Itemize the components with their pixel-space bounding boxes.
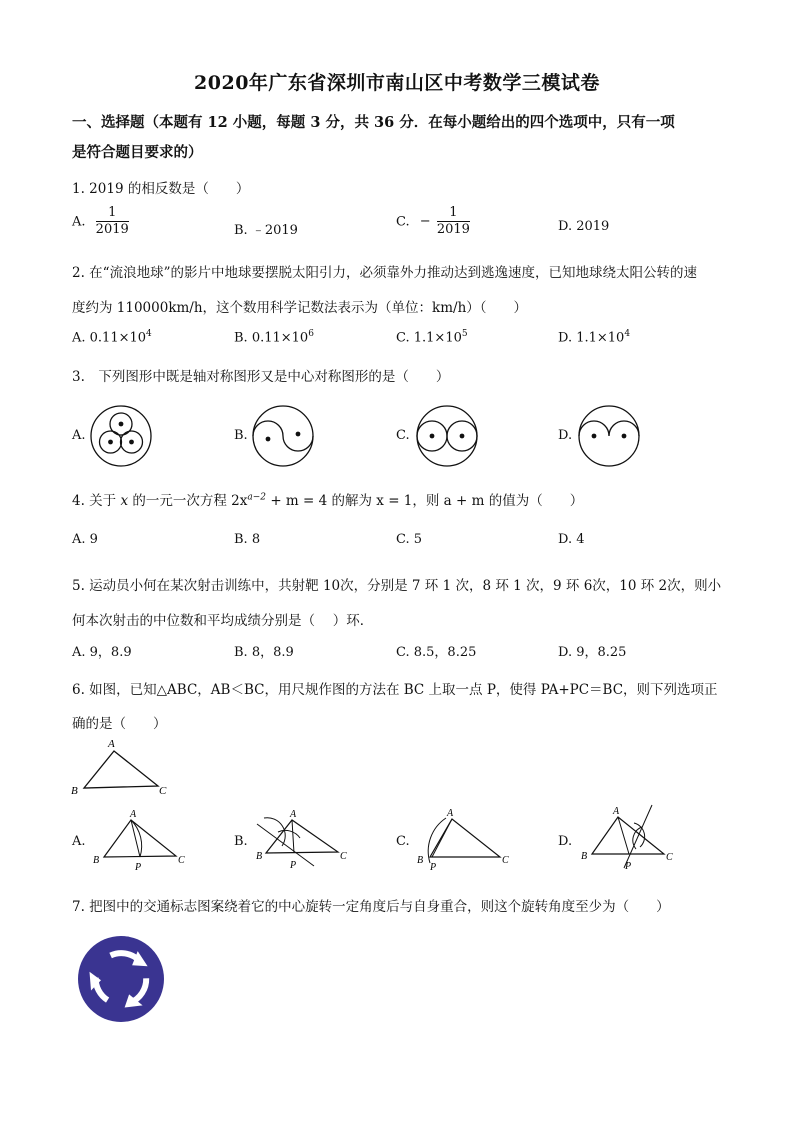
vertex-label-c: C bbox=[159, 785, 167, 797]
vertex-label-a: A bbox=[108, 738, 115, 750]
question-3-option-b-label: B. bbox=[234, 428, 248, 443]
question-5-option-b: B. 8，8.9 bbox=[234, 645, 294, 660]
vertex-label-a: A bbox=[290, 809, 297, 820]
question-2-option-a bbox=[72, 329, 152, 345]
question-6-option-a-label: A. bbox=[72, 834, 86, 849]
point-label-p: P bbox=[625, 861, 632, 872]
fraction-numerator: 1 bbox=[437, 206, 470, 222]
question-6-option-c-label: C. bbox=[396, 834, 410, 849]
vertex-label-b: B bbox=[581, 851, 588, 862]
fraction bbox=[96, 206, 129, 238]
question-4-stem bbox=[72, 489, 583, 509]
vertex-label-c: C bbox=[340, 851, 347, 862]
question-3-stem: 3. 下列图形中既是轴对称图形又是中心对称图形的是（ ） bbox=[72, 369, 450, 385]
option-b-yin-yang-figure bbox=[250, 403, 316, 469]
question-1-option-a bbox=[72, 206, 129, 238]
question-5-line1: 5. 运动员小何在某次射击训练中，共射靶 10次，分别是 7 环 1 次，8 环 1 次，9 环 6次，10 环 2次，则小 bbox=[72, 578, 722, 594]
point-label-p: P bbox=[290, 860, 297, 871]
section-heading-line2: 是符合题目要求的） bbox=[72, 144, 203, 161]
option-a-construction-figure bbox=[90, 806, 194, 872]
fraction-denominator: 2019 bbox=[436, 222, 470, 238]
question-6-line2: 确的是（ ） bbox=[72, 716, 167, 732]
question-1-option-b: B. ﹣2019 bbox=[234, 223, 298, 238]
question-6-option-b-label: B. bbox=[234, 834, 248, 849]
question-1-stem: 1. 2019 的相反数是（ ） bbox=[72, 181, 250, 197]
question-2-option-b bbox=[234, 329, 314, 345]
question-2-option-d bbox=[558, 329, 630, 345]
option-c-two-circles-figure bbox=[414, 403, 480, 469]
option-text: C. 1.1×10 bbox=[396, 330, 462, 346]
question-5-option-a: A. 9，8.9 bbox=[72, 645, 132, 660]
option-text: A. 0.11×10 bbox=[72, 330, 147, 346]
question-5-option-d: D. 9，8.25 bbox=[558, 645, 627, 660]
exponent: 4 bbox=[624, 329, 631, 339]
vertex-label-b: B bbox=[256, 851, 263, 862]
vertex-label-c: C bbox=[666, 852, 673, 863]
question-5-option-c: C. 8.5，8.25 bbox=[396, 645, 477, 660]
stem-part: + m = 4 的解为 x = 1，则 a + m 的值为（ ） bbox=[266, 493, 584, 509]
exponent: 5 bbox=[461, 329, 468, 339]
point-label-p: P bbox=[430, 862, 437, 872]
vertex-label-a: A bbox=[130, 809, 137, 820]
question-4-option-b: B. 8 bbox=[234, 532, 261, 547]
question-5-line2: 何本次射击的中位数和平均成绩分别是（ ）环． bbox=[72, 613, 374, 629]
option-b-construction-figure bbox=[252, 806, 356, 872]
exponent: 4 bbox=[146, 329, 152, 339]
question-1-option-c bbox=[396, 206, 470, 238]
fraction-denominator: 2019 bbox=[95, 222, 129, 238]
question-7-stem: 7. 把图中的交通标志图案绕着它的中心旋转一定角度后与自身重合，则这个旋转角度至少为（ ） bbox=[72, 899, 670, 915]
fraction bbox=[437, 206, 470, 238]
triangle-abc-figure bbox=[66, 734, 176, 800]
option-label: C. bbox=[396, 214, 410, 230]
question-6-option-d-label: D. bbox=[558, 834, 573, 849]
question-3-option-d-label: D. bbox=[558, 428, 573, 443]
vertex-label-a: A bbox=[447, 808, 454, 819]
question-4-option-c: C. 5 bbox=[396, 532, 423, 547]
question-4-option-a: A. 9 bbox=[72, 532, 98, 547]
exponent: 6 bbox=[308, 329, 314, 339]
section-heading-line1: 一、选择题（本题有 12 小题，每题 3 分，共 36 分．在每小题给出的四个选项中，只有一项 bbox=[72, 114, 675, 131]
question-3-option-c-label: C. bbox=[396, 428, 410, 443]
option-label: A. bbox=[72, 214, 86, 230]
option-text: D. 1.1×10 bbox=[558, 330, 625, 346]
question-2-line2: 度约为 110000km/h，这个数用科学记数法表示为（单位：km/h）（ ） bbox=[72, 300, 528, 316]
option-d-arcs-figure bbox=[576, 403, 642, 469]
option-a-circles-figure bbox=[88, 403, 154, 469]
page-title: 2020年广东省深圳市南山区中考数学三模试卷 bbox=[194, 72, 600, 94]
vertex-label-b: B bbox=[93, 855, 100, 866]
vertex-label-b: B bbox=[417, 855, 424, 866]
vertex-label-b: B bbox=[71, 785, 78, 797]
vertex-label-c: C bbox=[502, 855, 509, 866]
roundabout-sign-icon bbox=[76, 934, 166, 1024]
question-2-option-c bbox=[396, 329, 468, 345]
option-d-construction-figure bbox=[578, 803, 682, 873]
question-2-line1: 2. 在“流浪地球”的影片中地球要摆脱太阳引力，必须靠外力推动达到逃逸速度，已知地球绕太阳公转的速 bbox=[72, 265, 697, 281]
minus-sign: − bbox=[419, 214, 431, 230]
exponent: a−2 bbox=[247, 492, 267, 503]
fraction-numerator: 1 bbox=[96, 206, 129, 222]
question-3-option-a-label: A. bbox=[72, 428, 86, 443]
stem-part: 4. 关于 bbox=[72, 493, 121, 509]
stem-part: 的一元一次方程 2x bbox=[128, 493, 248, 509]
option-text: B. 0.11×10 bbox=[234, 330, 309, 346]
vertex-label-c: C bbox=[178, 855, 185, 866]
option-c-construction-figure bbox=[414, 806, 518, 872]
question-1-option-d: D. 2019 bbox=[558, 219, 610, 234]
question-4-option-d: D. 4 bbox=[558, 532, 585, 547]
point-label-p: P bbox=[135, 862, 142, 872]
question-6-line1: 6. 如图，已知△ABC，AB＜BC，用尺规作图的方法在 BC 上取一点 P，使得 PA+PC＝BC，则下列选项正 bbox=[72, 682, 718, 698]
variable-x: x bbox=[120, 493, 129, 509]
vertex-label-a: A bbox=[613, 806, 620, 817]
